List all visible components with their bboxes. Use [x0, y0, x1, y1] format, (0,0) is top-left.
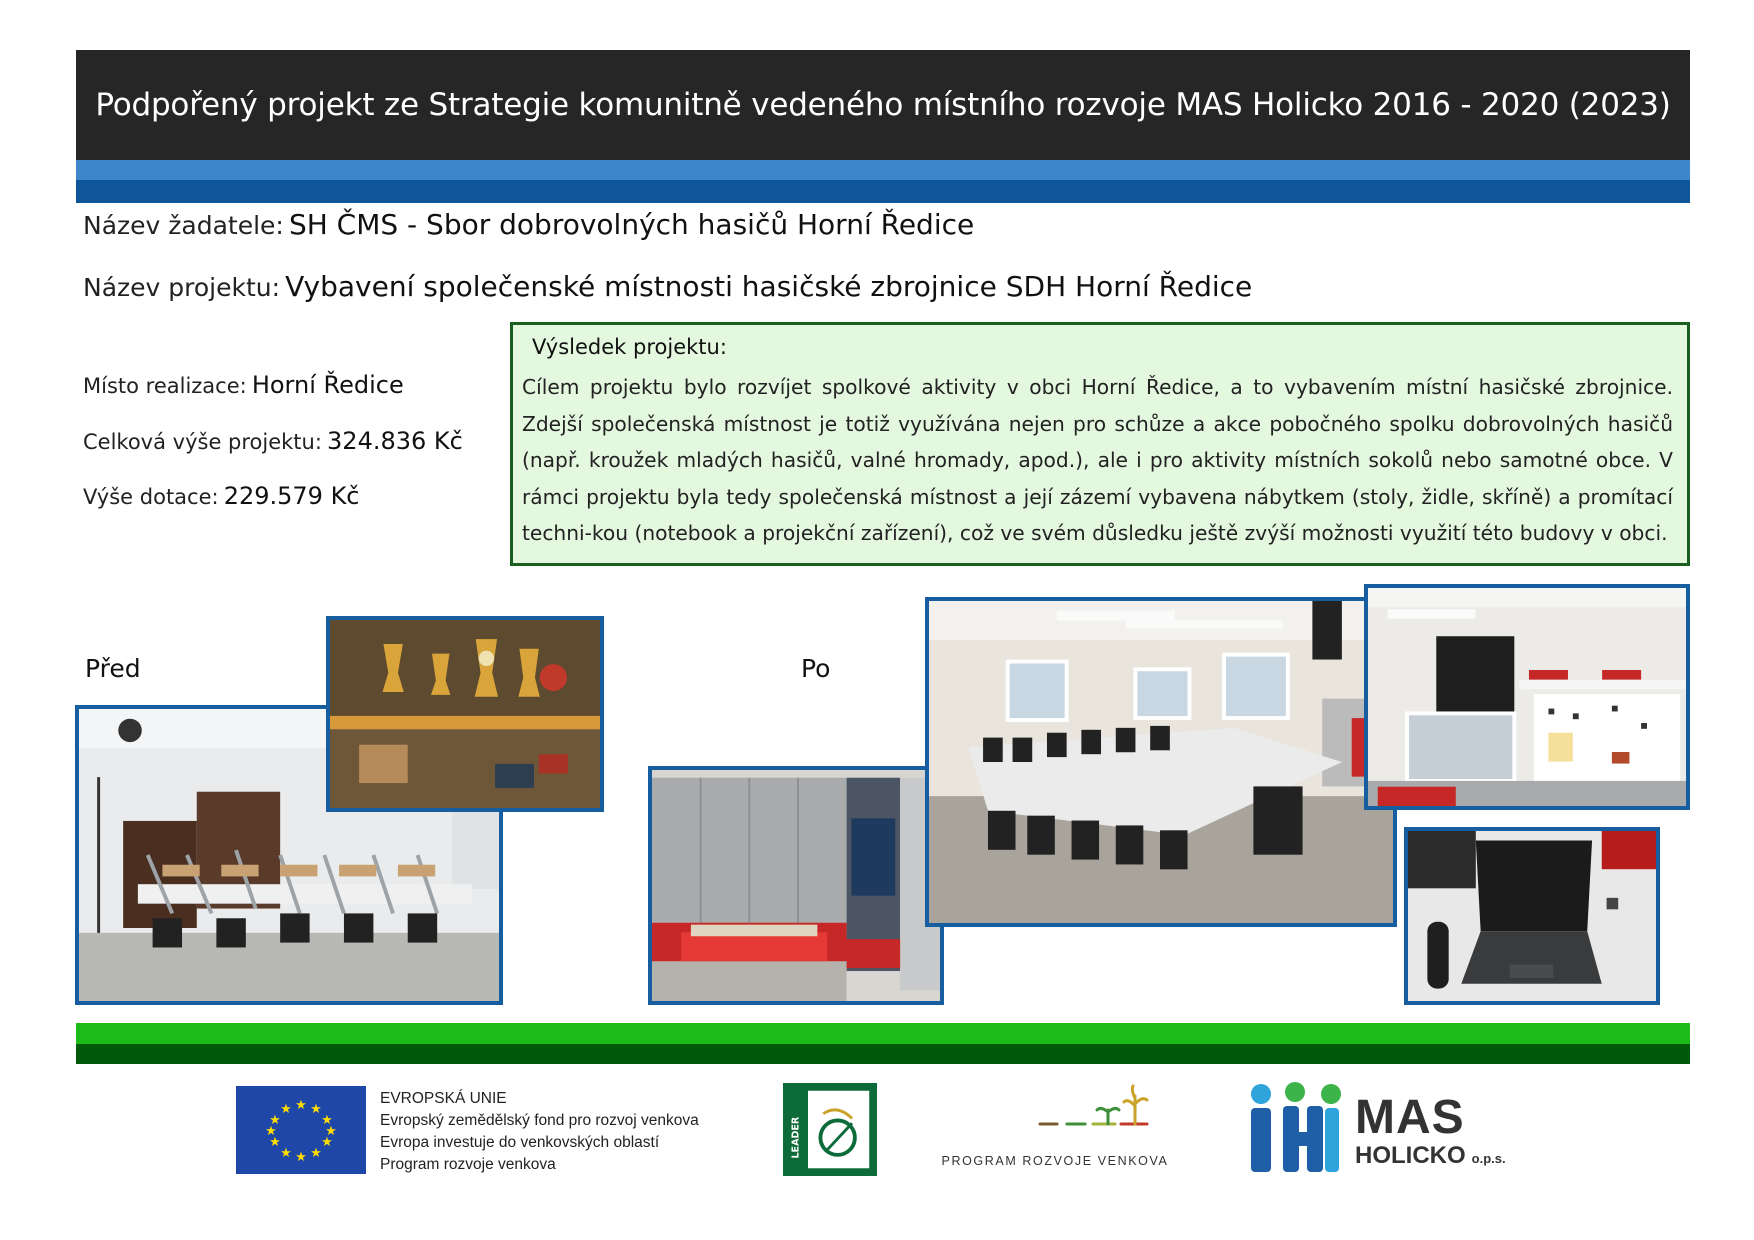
applicant-label: Název žadatele:: [83, 211, 284, 240]
mas-sub-line: [1355, 1142, 1506, 1170]
eu-stars-icon: [236, 1086, 366, 1174]
applicant-row: [83, 208, 974, 241]
eu-line-3: Evropa investuje do venkovských oblastí: [380, 1134, 660, 1151]
subsidy-value: 229.579 Kč: [223, 482, 360, 510]
header-bar: [76, 50, 1690, 160]
project-row: [83, 270, 1252, 303]
footer-stripe-light: [76, 1023, 1690, 1044]
photo-after-room: [925, 597, 1397, 927]
total-cost-label: Celková výše projektu:: [83, 430, 322, 454]
svg-text:★: ★: [325, 1124, 337, 1139]
project-value: Vybavení společenské místnosti hasičské zbrojnice SDH Horní Ředice: [285, 270, 1253, 303]
mas-sub: HOLICKO: [1355, 1142, 1466, 1169]
svg-text:★: ★: [269, 1113, 281, 1128]
svg-text:★: ★: [280, 1146, 292, 1161]
leader-text: LEADER: [790, 1116, 802, 1159]
svg-text:★: ★: [310, 1102, 322, 1117]
prv-text: PROGRAM ROZVOJE VENKOVA: [941, 1154, 1169, 1168]
svg-text:★: ★: [280, 1102, 292, 1117]
subsidy-row: [83, 482, 360, 510]
leader-logo: [783, 1083, 877, 1176]
eu-line-1: EVROPSKÁ UNIE: [380, 1090, 507, 1107]
location-row: [83, 371, 404, 399]
subsidy-label: Výše dotace:: [83, 485, 219, 509]
header-stripe-light: [76, 160, 1690, 180]
mas-holicko-logo: [1245, 1082, 1525, 1178]
total-cost-row: [83, 427, 463, 455]
mas-figures-icon: [1245, 1082, 1345, 1178]
eu-text-block: [380, 1088, 699, 1176]
page-title: Podpořený projekt ze Strategie komunitně vedeného místního rozvoje MAS Holicko 2016 - 2020 (2023): [95, 87, 1671, 123]
applicant-value: SH ČMS - Sbor dobrovolných hasičů Horní Ředice: [288, 208, 975, 241]
svg-text:★: ★: [265, 1124, 277, 1139]
photo-after-cabinet: [648, 766, 944, 1005]
total-cost-value: 324.836 Kč: [327, 427, 463, 455]
mas-ops: o.p.s.: [1471, 1151, 1506, 1166]
project-label: Název projektu:: [83, 273, 281, 302]
svg-text:★: ★: [321, 1135, 333, 1150]
footer-stripe-dark: [76, 1044, 1690, 1064]
header-stripe-dark: [76, 180, 1690, 203]
svg-text:★: ★: [269, 1135, 281, 1150]
svg-text:★: ★: [295, 1150, 307, 1165]
svg-text:★: ★: [310, 1146, 322, 1161]
prv-sprouts-icon: [925, 1082, 1185, 1152]
before-label: Před: [85, 654, 141, 683]
photo-after-kitchenette: [1364, 584, 1690, 810]
after-label: Po: [801, 654, 831, 683]
eu-flag-logo: [236, 1086, 366, 1174]
result-text: Cílem projektu bylo rozvíjet spolkové aktivity v obci Horní Ředice, a to vybavením místní hasičské zbrojnice. Zdejší společenská místnost je totiž využívána nejen pro schůze a akce pobočného spolku dobrovolných hasičů (např. kroužek mladých hasičů, valné hromady, apod.), ale i pro aktivity místních sokolů nebo samotné obce. V rámci projektu byla tedy společenská místnost a její zázemí vybavena nábytkem (stoly, židle, skříně) a promítací techni-kou (notebook a projekční zařízení), což ve svém důsledku ještě zvýší možnosti využití této budovy v obci.: [522, 375, 1673, 545]
photo-after-laptop: [1404, 827, 1660, 1005]
location-label: Místo realizace:: [83, 374, 247, 398]
svg-text:★: ★: [321, 1113, 333, 1128]
leader-emblem-icon: [785, 1085, 875, 1174]
prv-logo: [925, 1082, 1185, 1176]
photo-before-trophies: [326, 616, 604, 812]
svg-text:★: ★: [295, 1098, 307, 1113]
result-box: [510, 322, 1690, 566]
eu-line-4: Program rozvoje venkova: [380, 1156, 556, 1173]
mas-word: MAS: [1355, 1091, 1465, 1144]
result-title: Výsledek projektu:: [532, 335, 727, 359]
eu-line-2: Evropský zemědělský fond pro rozvoj venkova: [380, 1112, 699, 1129]
location-value: Horní Ředice: [251, 371, 404, 399]
